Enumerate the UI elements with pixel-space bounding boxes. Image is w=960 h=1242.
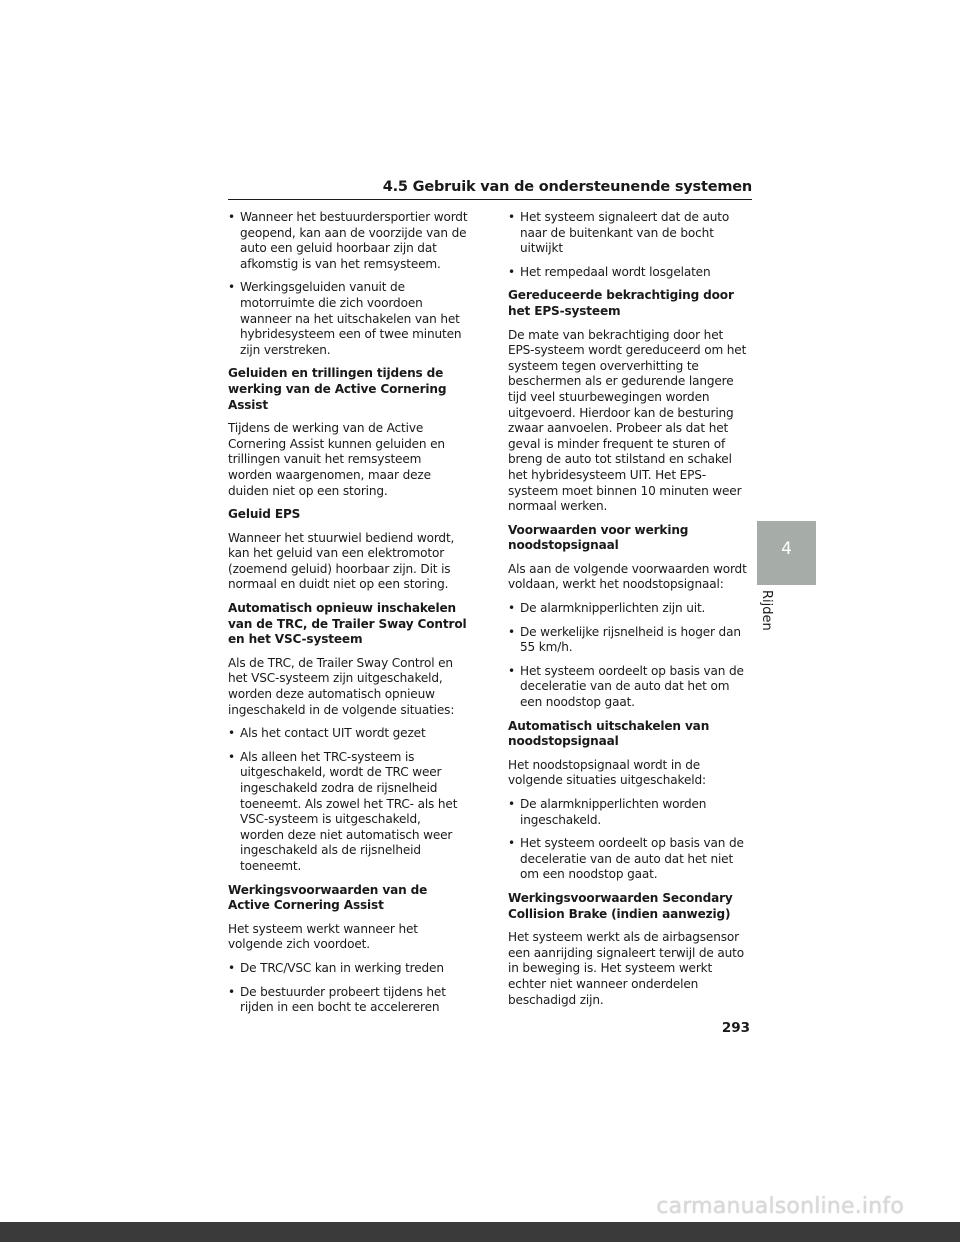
paragraph: Het noodstopsignaal wordt in de volgende situaties uitgeschakeld: [508, 757, 706, 788]
bullet-list [508, 797, 752, 883]
chapter-number: 4 [781, 539, 792, 559]
list-item [228, 280, 468, 358]
paragraph: Tijdens de werking van de Active Cornering Assist kunnen geluiden en trillingen vanuit het remsysteem worden waargenomen, maar deze duiden niet op een storing. [228, 421, 445, 498]
bullet-list [228, 210, 468, 358]
paragraph: Als de TRC, de Trailer Sway Control en het VSC-systeem zijn uitgeschakeld, worden deze automatisch opnieuw ingeschakeld in de volgende situaties: [228, 655, 455, 717]
paragraph: De mate van bekrachtiging door het EPS-systeem wordt gereduceerd om het systeem tegen oververhitting te beschermen als er gedurende langere tijd veel stuurbewegingen worden uitgevoerd. Hierdoor kan de besturing zwaar aanvoelen. Probeer als dat het geval is minder frequent te sturen of breng de auto tot stilstand en schakel het hybridesysteem UIT. Het EPS-systeem moet binnen 10 minuten weer normaal werken. [508, 327, 747, 514]
paragraph: Het systeem werkt wanneer het volgende zich voordoet. [228, 921, 418, 952]
list-item-text: Als alleen het TRC-systeem is uitgeschakeld, wordt de TRC weer ingeschakeld zodra de rijsnelheid toeneemt. Als zowel het TRC- als het VSC-systeem is uitgeschakeld, worden deze niet automatisch weer ingeschakeld als de rijsnelheid toeneemt. [240, 749, 458, 873]
list-item [228, 726, 468, 742]
list-item-text: Als het contact UIT wordt gezet [240, 726, 426, 741]
bullet-marker: • [508, 797, 515, 811]
list-item [508, 625, 752, 656]
list-item-text: Werkingsgeluiden vanuit de motorruimte die zich voordoen wanneer na het uitschakelen van het hybridesysteem een of twee minuten zijn verstreken. [240, 280, 462, 357]
bullet-marker: • [508, 601, 515, 616]
list-item [508, 664, 752, 711]
bullet-marker: • [228, 210, 235, 224]
list-item-text: De TRC/VSC kan in werking treden [240, 960, 444, 975]
bullet-list [228, 726, 468, 874]
list-item-text: De werkelijke rijsnelheid is hoger dan 55 km/h. [520, 624, 741, 655]
chapter-label: Rijden [759, 590, 774, 631]
bullet-marker: • [228, 749, 235, 764]
bullet-marker: • [508, 210, 515, 224]
section-heading: Werkingsvoorwaarden Secondary Collision Brake (indien aanwezig) [508, 890, 733, 921]
bullet-marker: • [508, 264, 515, 279]
list-item-text: Het systeem signaleert dat de auto naar de buitenkant van de bocht uitwijkt [520, 210, 730, 256]
chapter-tab[interactable] [757, 521, 816, 585]
paragraph: Het systeem werkt als de airbagsensor een aanrijding signaleert terwijl de auto in beweging is. Het systeem werkt echter niet wanneer onderdelen beschadigd zijn. [508, 930, 745, 1007]
list-item [508, 210, 752, 257]
section-heading: Gereduceerde bekrachtiging door het EPS-systeem [508, 288, 734, 318]
list-item-text: Het systeem oordeelt op basis van de deceleratie van de auto dat het om een noodstop gaat. [520, 663, 744, 710]
section-heading: Geluiden en trillingen tijdens de werking van de Active Cornering Assist [228, 366, 447, 412]
list-item [508, 836, 752, 883]
list-item-text: Wanneer het bestuurdersportier wordt geopend, kan aan de voorzijde van de auto een geluid hoorbaar zijn dat afkomstig is van het remsysteem. [240, 210, 468, 271]
list-item [228, 961, 468, 977]
bullet-marker: • [228, 726, 235, 741]
left-column [228, 210, 468, 1024]
watermark-text: carmanualsonline.info [656, 1194, 904, 1219]
paragraph: Als aan de volgende voorwaarden wordt voldaan, werkt het noodstopsignaal: [508, 561, 747, 592]
chapter-label-wrapper [760, 590, 788, 638]
bullet-list [508, 601, 752, 711]
bullet-list [228, 961, 468, 1016]
list-item-text: De bestuurder probeert tijdens het rijden in een bocht te accelereren [240, 984, 446, 1015]
right-column [508, 210, 752, 1016]
list-item-text: Het systeem oordeelt op basis van de deceleratie van de auto dat het niet om een noodstop gaat. [520, 836, 744, 882]
paragraph: Wanneer het stuurwiel bediend wordt, kan het geluid van een elektromotor (zoemend geluid) hoorbaar zijn. Dit is normaal en duidt niet op een storing. [228, 530, 455, 592]
section-heading: Voorwaarden voor werking noodstopsignaal [508, 522, 689, 553]
section-heading: Automatisch opnieuw inschakelen van de TRC, de Trailer Sway Control en het VSC-systeem [228, 601, 467, 647]
list-item [508, 797, 752, 828]
bullet-marker: • [228, 960, 235, 975]
list-item [508, 601, 752, 617]
list-item-text: De alarmknipperlichten zijn uit. [520, 601, 706, 616]
section-heading: Geluid EPS [228, 507, 301, 522]
bullet-marker: • [508, 624, 515, 639]
bullet-marker: • [508, 663, 515, 678]
list-item [508, 265, 752, 281]
watermark-bar [0, 1222, 960, 1242]
list-item-text: Het rempedaal wordt losgelaten [520, 264, 711, 279]
section-header-title: 4.5 Gebruik van de ondersteunende systemen [382, 179, 752, 195]
list-item-text: De alarmknipperlichten worden ingeschakeld. [520, 797, 707, 827]
list-item [228, 750, 468, 875]
header-divider [228, 199, 752, 200]
bullet-marker: • [228, 280, 235, 295]
bullet-marker: • [228, 984, 235, 999]
list-item [228, 210, 468, 272]
bullet-list [508, 210, 752, 280]
page-number: 293 [721, 1020, 750, 1036]
section-heading: Automatisch uitschakelen van noodstopsignaal [508, 718, 710, 749]
section-heading: Werkingsvoorwaarden van de Active Cornering Assist [228, 882, 428, 913]
list-item [228, 985, 468, 1016]
bullet-marker: • [508, 836, 515, 851]
